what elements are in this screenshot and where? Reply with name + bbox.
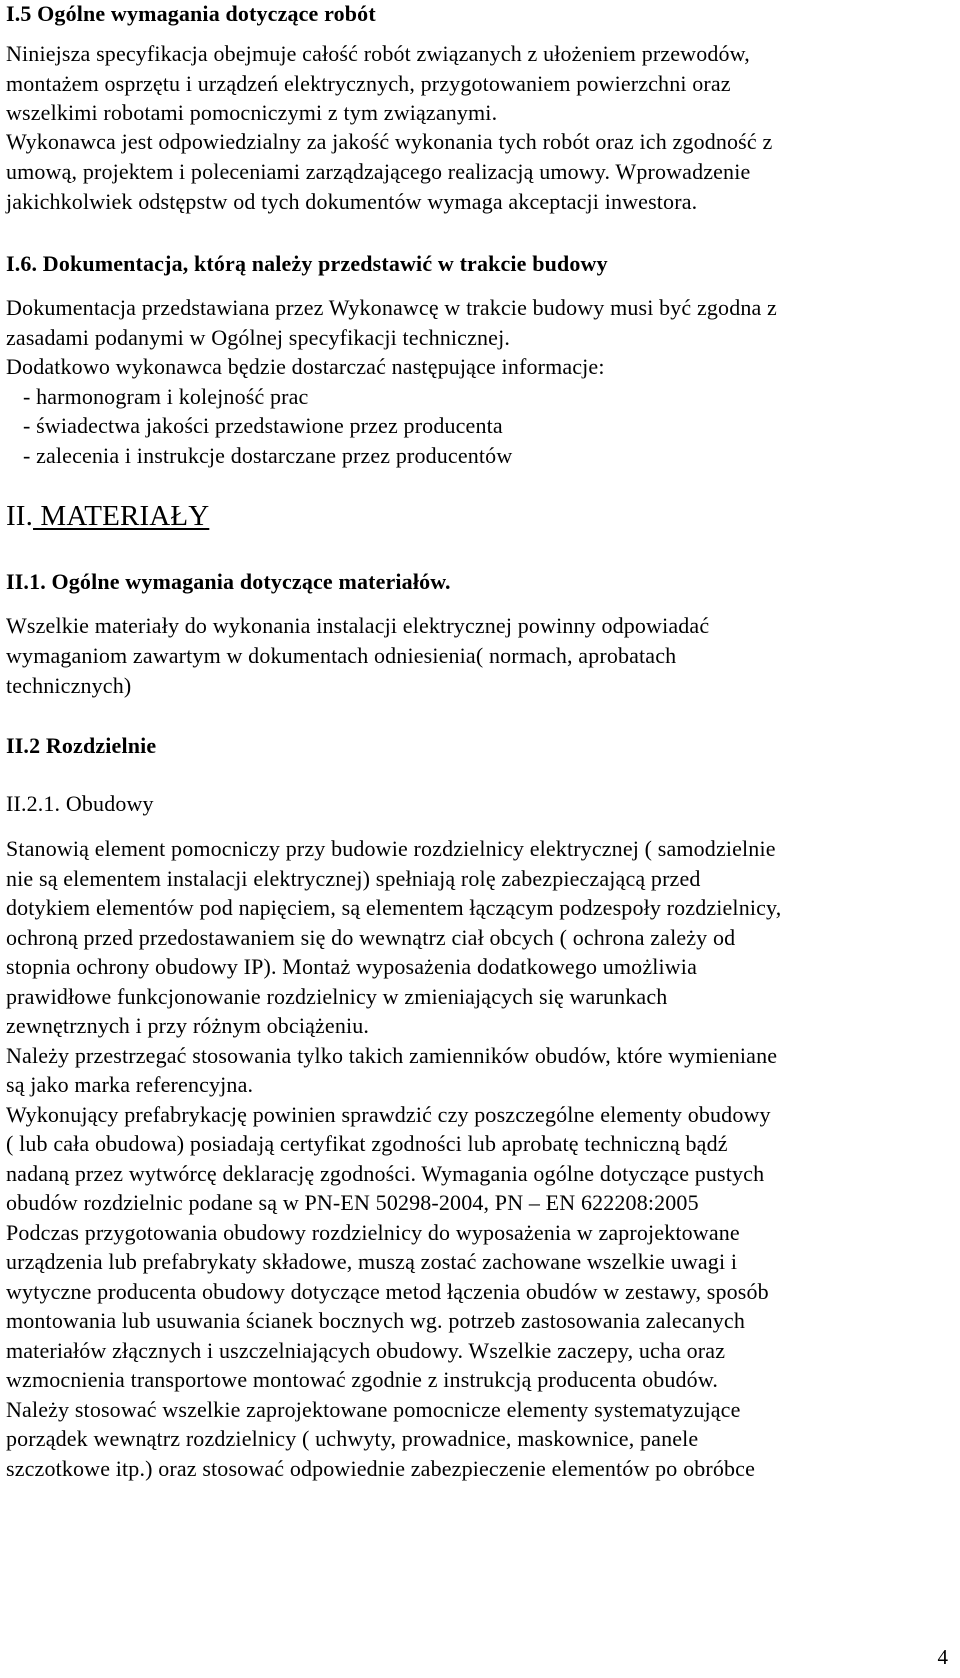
paragraph-line: stopnia ochrony obudowy IP). Montaż wyposażenia dodatkowego umożliwia: [6, 954, 697, 979]
paragraph-line: ( lub cała obudowa) posiadają certyfikat zgodności lub aprobatę techniczną bądź: [6, 1131, 728, 1156]
paragraph-line: technicznych): [6, 673, 132, 698]
paragraph-line: są jako marka referencyjna.: [6, 1072, 254, 1097]
chapter-number: II.: [6, 500, 34, 532]
paragraph-line: Należy stosować wszelkie zaprojektowane pomocnicze elementy systematyzujące: [6, 1397, 741, 1422]
chapter-title: MATERIAŁY: [33, 500, 210, 532]
paragraph-line: jakichkolwiek odstępstw od tych dokumentów wymaga akceptacji inwestora.: [6, 189, 698, 214]
paragraph-line: nadaną przez wytwórcę deklarację zgodności. Wymagania ogólne dotyczące pustych: [6, 1161, 765, 1186]
paragraph-line: Dokumentacja przedstawiana przez Wykonawcę w trakcie budowy musi być zgodna z: [6, 295, 777, 320]
paragraph-line: ochroną przed przedostawaniem się do wewnątrz ciał obcych ( ochrona zależy od: [6, 925, 736, 950]
paragraph-line: wytyczne producenta obudowy dotyczące metod łączenia obudów w zestawy, sposób: [6, 1279, 769, 1304]
list-item: - harmonogram i kolejność prac: [6, 384, 309, 409]
paragraph-line: szczotkowe itp.) oraz stosować odpowiednie zabezpieczenie elementów po obróbce: [6, 1456, 756, 1481]
paragraph-line: Niniejsza specyfikacja obejmuje całość robót związanych z ułożeniem przewodów,: [6, 41, 750, 66]
list-item: - świadectwa jakości przedstawione przez producenta: [6, 413, 503, 438]
section-heading-ii21: II.2.1. Obudowy: [6, 791, 154, 816]
section-heading-i5: I.5 Ogólne wymagania dotyczące robót: [6, 1, 376, 26]
paragraph-line: montowania lub usuwania ścianek bocznych wg. potrzeb zastosowania zalecanych: [6, 1308, 745, 1333]
paragraph-line: Dodatkowo wykonawca będzie dostarczać następujące informacje:: [6, 354, 605, 379]
section-heading-i6: I.6. Dokumentacja, którą należy przedstawić w trakcie budowy: [6, 251, 608, 276]
paragraph-line: dotykiem elementów pod napięciem, są elementem łączącym podzespoły rozdzielnicy,: [6, 895, 782, 920]
paragraph-line: materiałów złącznych i uszczelniających obudowy. Wszelkie zaczepy, ucha oraz: [6, 1338, 726, 1363]
paragraph-line: nie są elementem instalacji elektrycznej) spełniają rolę zabezpieczającą przed: [6, 866, 701, 891]
paragraph-line: wszelkimi robotami pomocniczymi z tym związanymi.: [6, 100, 498, 125]
chapter-heading-materialy: [6, 499, 209, 533]
section-heading-ii1: II.1. Ogólne wymagania dotyczące materiałów.: [6, 569, 451, 594]
paragraph-line: montażem osprzętu i urządzeń elektrycznych, przygotowaniem powierzchni oraz: [6, 71, 731, 96]
section-heading-ii2: II.2 Rozdzielnie: [6, 733, 157, 758]
paragraph-line: Wszelkie materiały do wykonania instalacji elektrycznej powinny odpowiadać: [6, 613, 710, 638]
paragraph-line: zewnętrznych i przy różnym obciążeniu.: [6, 1013, 370, 1038]
paragraph-line: urządzenia lub prefabrykaty składowe, muszą zostać zachowane wszelkie uwagi i: [6, 1249, 738, 1274]
paragraph-line: Podczas przygotowania obudowy rozdzielnicy do wyposażenia w zaprojektowane: [6, 1220, 740, 1245]
page-number: 4: [937, 1645, 948, 1669]
paragraph-line: wzmocnienia transportowe montować zgodnie z instrukcją producenta obudów.: [6, 1367, 719, 1392]
list-item: - zalecenia i instrukcje dostarczane przez producentów: [6, 443, 513, 468]
paragraph-line: porządek wewnątrz rozdzielnicy ( uchwyty, prowadnice, maskownice, panele: [6, 1426, 699, 1451]
paragraph-line: prawidłowe funkcjonowanie rozdzielnicy w zmieniających się warunkach: [6, 984, 668, 1009]
paragraph-line: Stanowią element pomocniczy przy budowie rozdzielnicy elektrycznej ( samodzielnie: [6, 836, 776, 861]
paragraph-line: Wykonujący prefabrykację powinien sprawdzić czy poszczególne elementy obudowy: [6, 1102, 771, 1127]
paragraph-line: umową, projektem i poleceniami zarządzającego realizacją umowy. Wprowadzenie: [6, 159, 751, 184]
paragraph-line: obudów rozdzielnic podane są w PN-EN 50298-2004, PN – EN 622208:2005: [6, 1190, 699, 1215]
paragraph-line: zasadami podanymi w Ogólnej specyfikacji technicznej.: [6, 325, 510, 350]
paragraph-line: Wykonawca jest odpowiedzialny za jakość wykonania tych robót oraz ich zgodność z: [6, 129, 773, 154]
paragraph-line: Należy przestrzegać stosowania tylko takich zamienników obudów, które wymieniane: [6, 1043, 778, 1068]
paragraph-line: wymaganiom zawartym w dokumentach odniesienia( normach, aprobatach: [6, 643, 677, 668]
